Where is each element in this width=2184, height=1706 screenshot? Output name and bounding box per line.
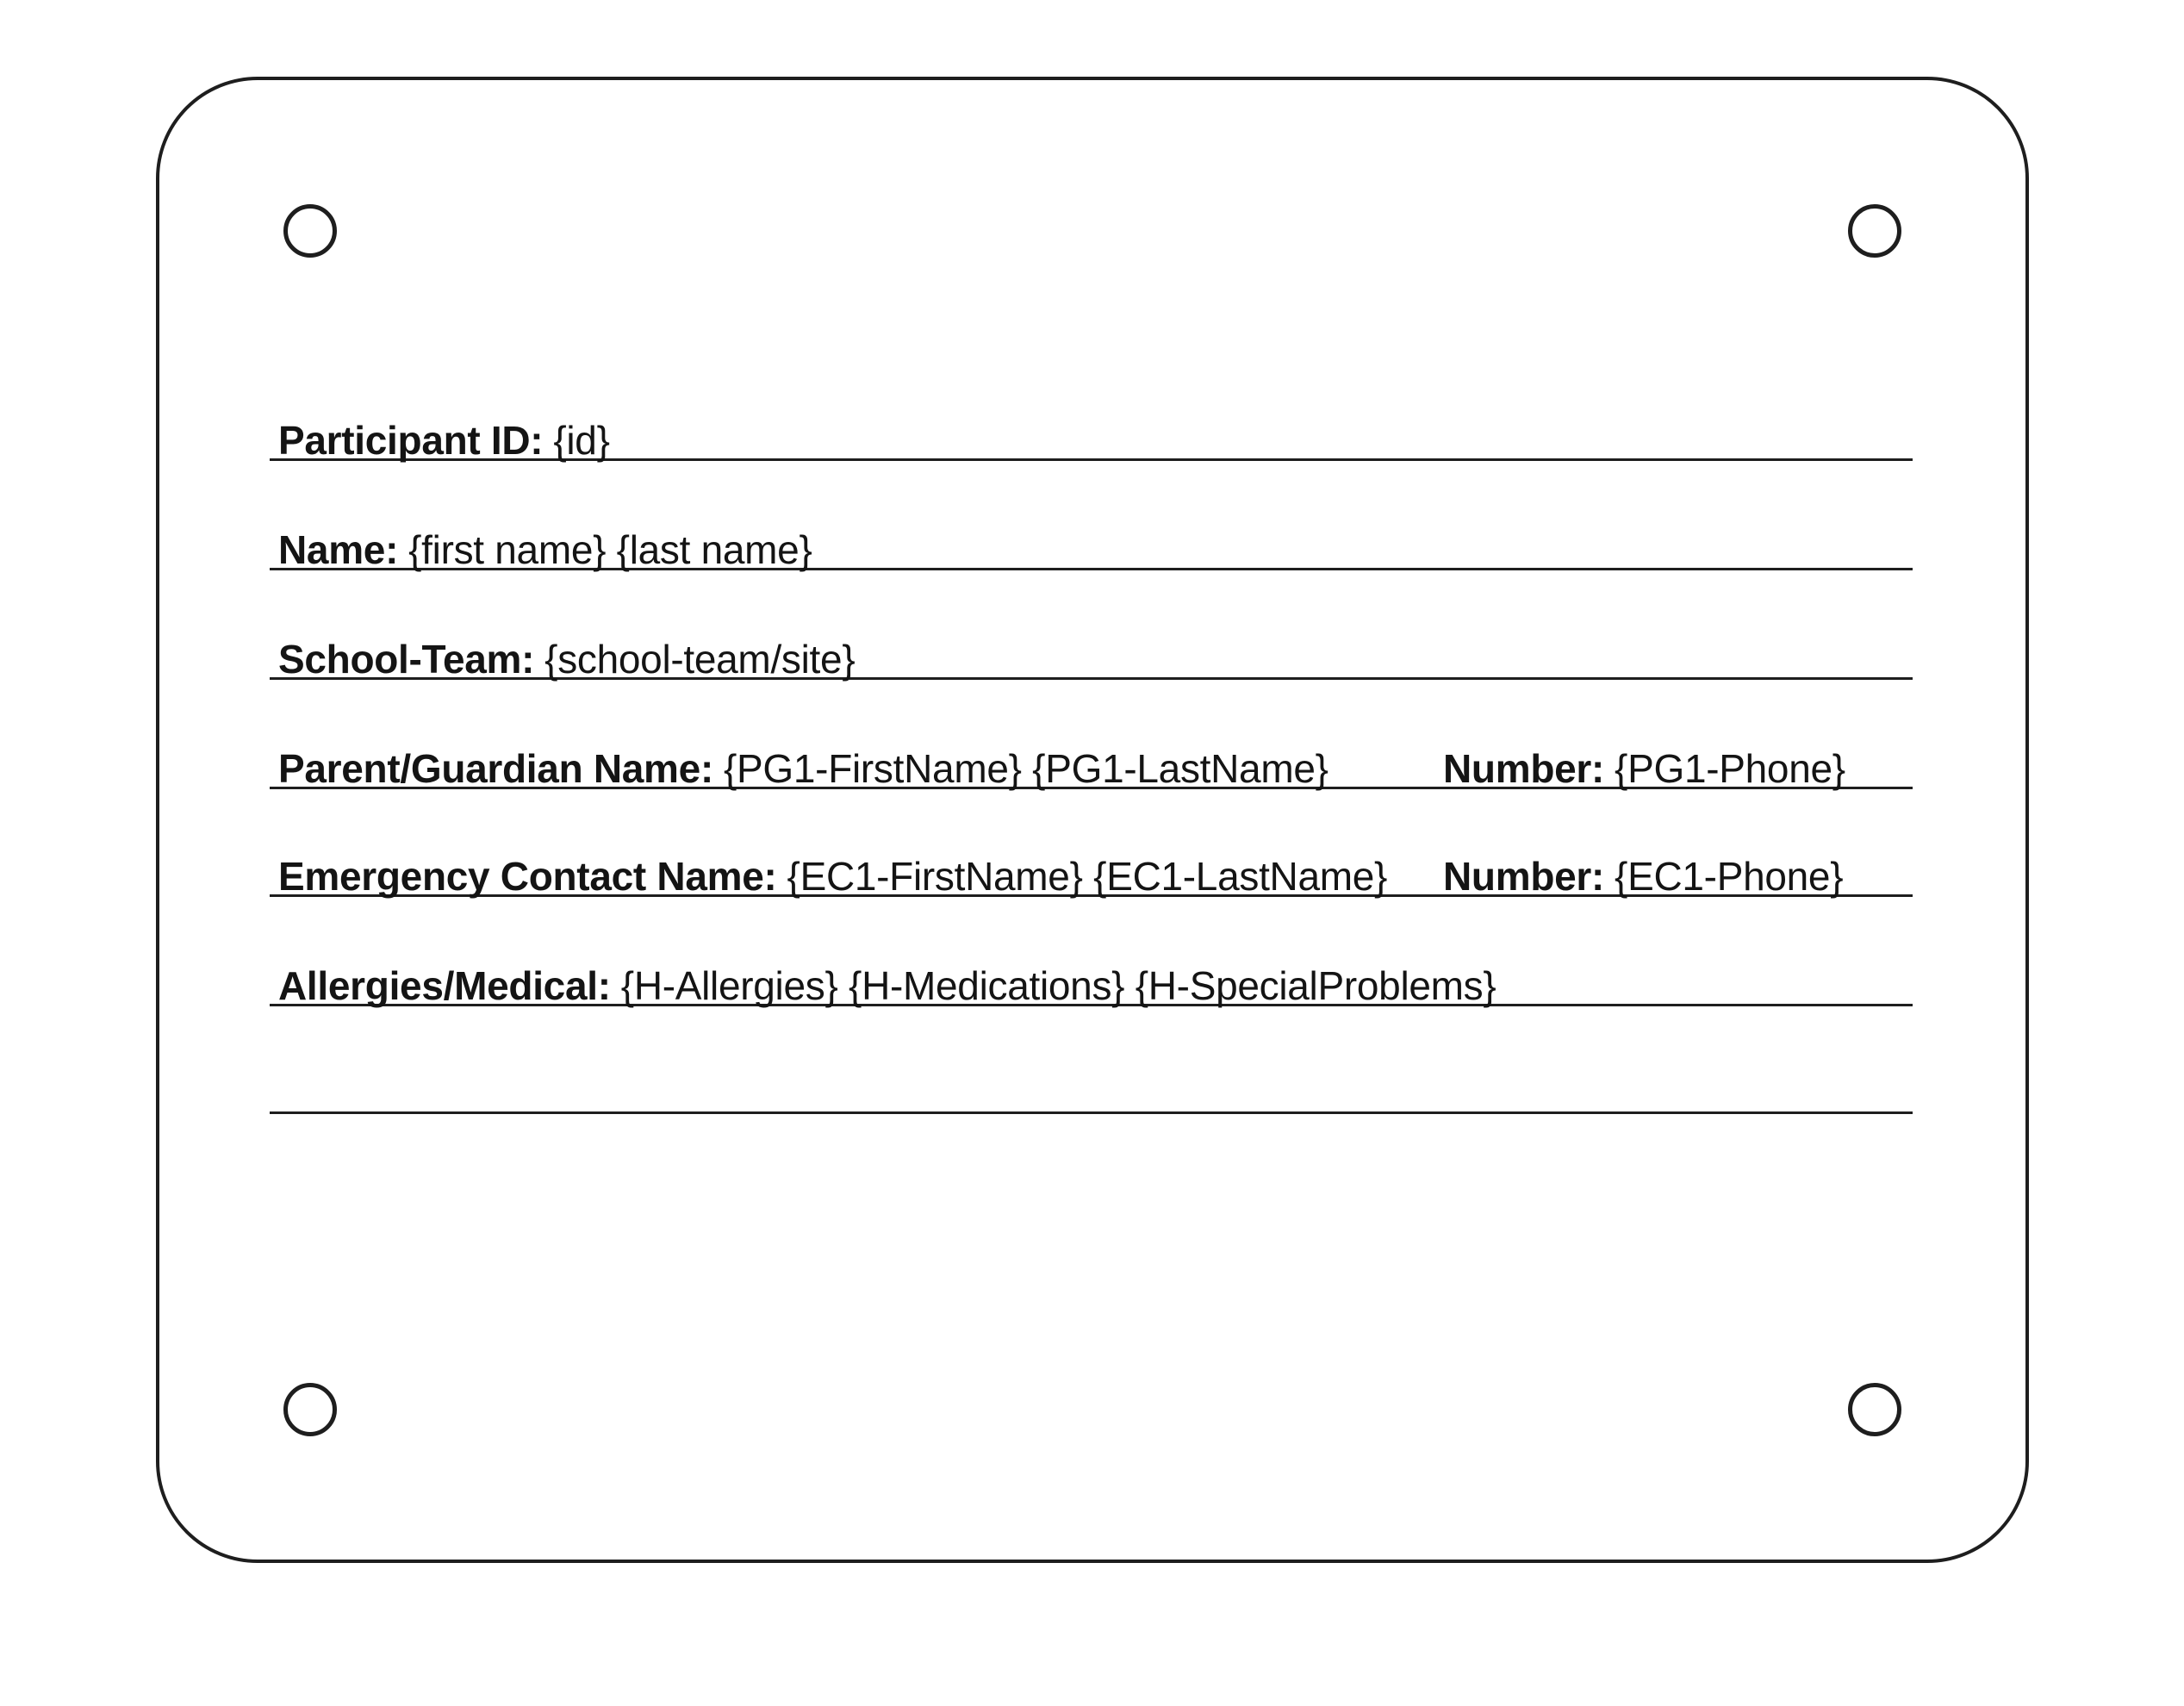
field-label: Parent/Guardian Name: xyxy=(278,746,713,791)
field-row-emergency-contact xyxy=(270,834,1913,897)
field-value: {school-team/site} xyxy=(544,637,856,682)
number-label: Number: xyxy=(1443,854,1605,899)
field-number-group xyxy=(1443,746,1845,791)
punch-hole-top-left xyxy=(283,204,337,258)
field-text xyxy=(278,963,1496,1008)
field-text xyxy=(278,418,610,463)
field-value: {first name} {last name} xyxy=(408,527,812,572)
field-text xyxy=(278,854,1388,899)
field-label: Name: xyxy=(278,527,399,572)
punch-hole-bottom-right xyxy=(1848,1383,1901,1436)
number-value: {PG1-Phone} xyxy=(1615,746,1845,791)
field-row-name xyxy=(270,507,1913,570)
number-label: Number: xyxy=(1443,746,1605,791)
field-value: {PG1-FirstName} {PG1-LastName} xyxy=(723,746,1328,791)
field-value: {EC1-FirstName} {EC1-LastName} xyxy=(787,854,1388,899)
field-value: {H-Allergies} {H-Medications} {H-SpecialProblems} xyxy=(620,963,1496,1008)
field-row-participant-id xyxy=(270,398,1913,461)
field-text xyxy=(278,527,812,572)
field-number-group xyxy=(1443,854,1844,899)
field-text xyxy=(278,746,1328,791)
field-label: Emergency Contact Name: xyxy=(278,854,777,899)
field-row-school-team xyxy=(270,617,1913,680)
number-value: {EC1-Phone} xyxy=(1615,854,1844,899)
field-row-allergies-medical xyxy=(270,943,1913,1006)
field-label: Allergies/Medical: xyxy=(278,963,611,1008)
punch-hole-top-right xyxy=(1848,204,1901,258)
field-row-blank-line xyxy=(270,1051,1913,1114)
field-label: Participant ID: xyxy=(278,418,544,463)
field-text xyxy=(278,637,856,682)
field-label: School-Team: xyxy=(278,637,535,682)
field-value: {id} xyxy=(553,418,610,463)
participant-id-tag-card xyxy=(156,77,2029,1563)
field-row-parent-guardian xyxy=(270,726,1913,789)
punch-hole-bottom-left xyxy=(283,1383,337,1436)
